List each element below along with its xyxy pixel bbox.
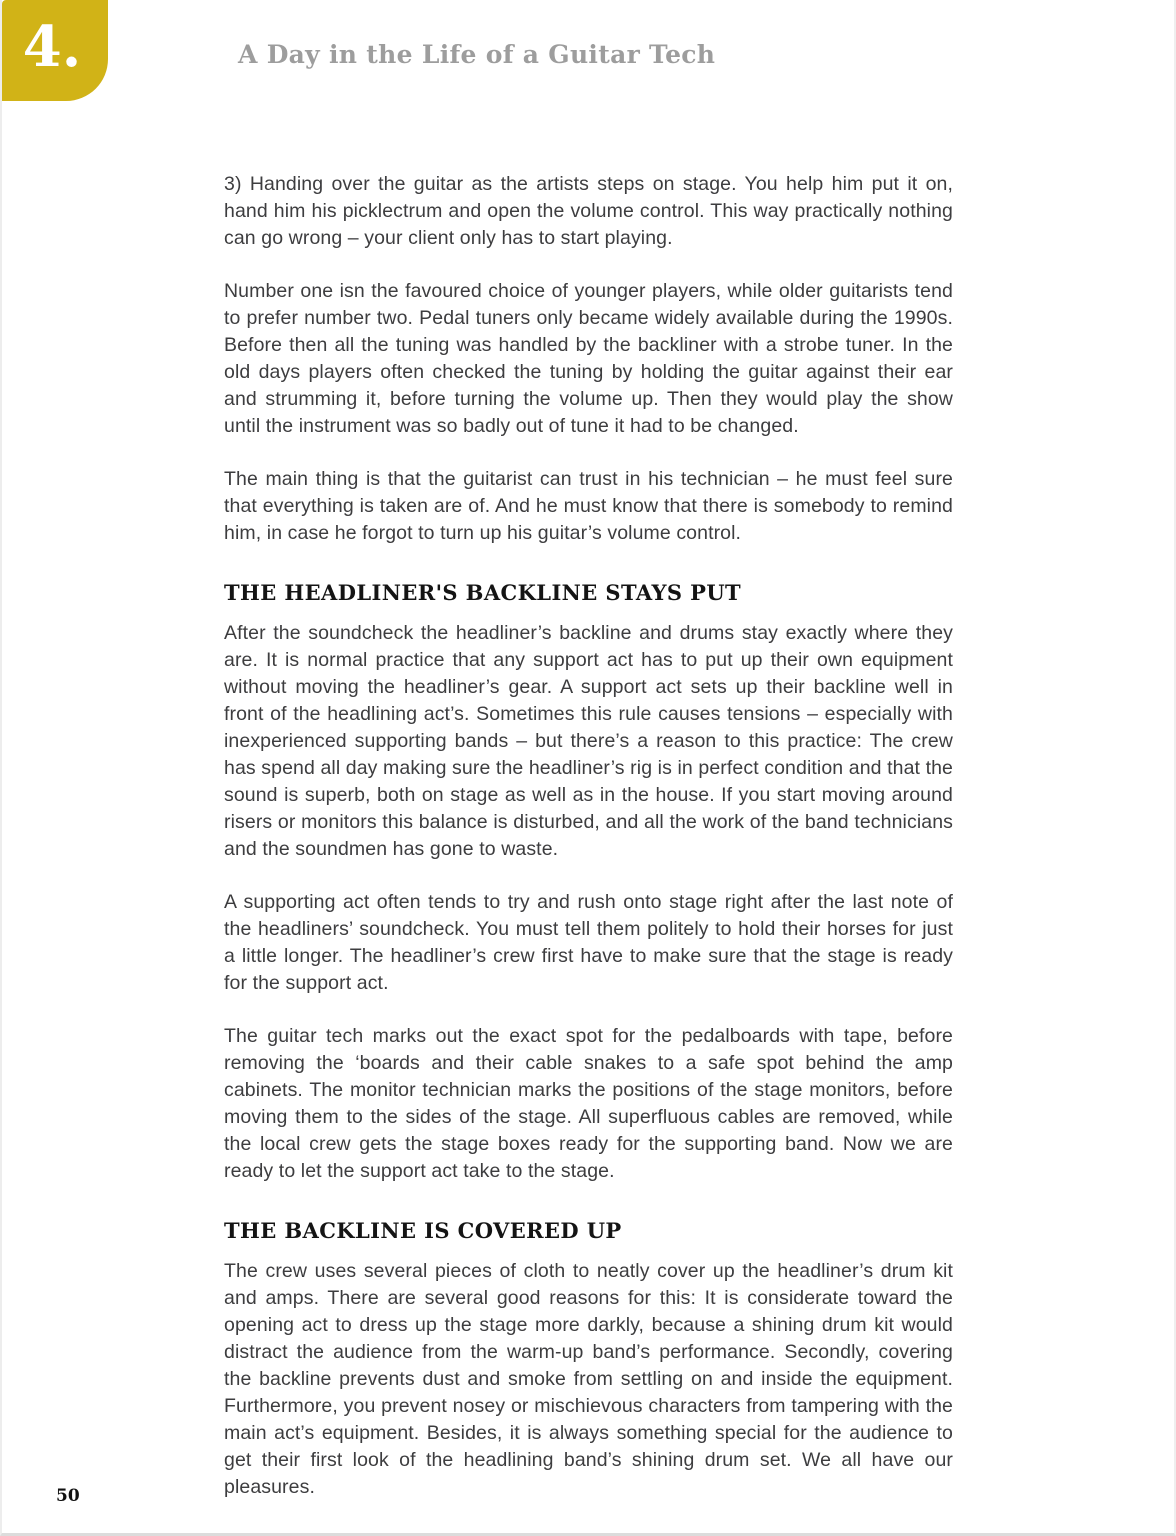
- section1-paragraph-1: After the soundcheck the headliner’s backline and drums stay exactly where they are. It is normal practice that any support act has to put up their own equipment without moving the headliner’s gear. A support act sets up their backline well in front of the headlining act’s. Sometimes this rule causes tensions – especially with inexperienced supporting bands – but there’s a reason to this practice: The crew has spend all day making sure the headliner’s rig is in perfect condition and that the sound is superb, both on stage as well as in the house. If you start moving around risers or monitors this balance is disturbed, and all the work of the band technicians and the soundmen has gone to waste.: [224, 622, 953, 860]
- body-text-column: [224, 171, 953, 1527]
- intro-paragraph-1: 3) Handing over the guitar as the artists steps on stage. You help him put it on, hand him his picklectrum and open the volume control. This way practically nothing can go wrong – your client only has to start playing.: [224, 173, 953, 249]
- section2-paragraph-1: The crew uses several pieces of cloth to neatly cover up the headliner’s drum kit and amps. There are several good reasons for this: It is considerate toward the opening act to dress up the stage more darkly, because a shining drum kit would distract the audience from the warm-up band’s performance. Secondly, covering the backline prevents dust and smoke from settling on and inside the equipment. Furthermore, you prevent nosey or mischievous characters from tampering with the main act’s equipment. Besides, it is always something special for the audience to get their first look of the headlining band’s shining drum set. We all have our pleasures.: [224, 1260, 953, 1498]
- section1-paragraph-2: A supporting act often tends to try and rush onto stage right after the last note of the headliners’ soundcheck. You must tell them politely to hold their horses for just a little longer. The headliner’s crew first have to make sure that the stage is ready for the support act.: [224, 891, 953, 994]
- section1-paragraph-3: The guitar tech marks out the exact spot for the pedalboards with tape, before removing the ‘boards and their cable snakes to a safe spot behind the amp cabinets. The monitor technician marks the positions of the stage monitors, before moving them to the sides of the stage. All superfluous cables are removed, while the local crew gets the stage boxes ready for the supporting band. Now we are ready to let the support act take to the stage.: [224, 1025, 953, 1182]
- section-heading-backline-covered-up: THE BACKLINE IS COVERED UP: [224, 1218, 622, 1243]
- chapter-running-title: A Day in the Life of a Guitar Tech: [238, 40, 716, 69]
- intro-paragraph-3: The main thing is that the guitarist can trust in his technician – he must feel sure that everything is taken are of. And he must know that there is somebody to remind him, in case he forgot to turn up his guitar’s volume control.: [224, 468, 953, 544]
- page-number: 50: [56, 1486, 80, 1506]
- chapter-number: 4.: [22, 13, 82, 80]
- chapter-number-badge: [2, 0, 108, 101]
- section-heading-backline-stays-put: THE HEADLINER'S BACKLINE STAYS PUT: [224, 580, 742, 605]
- intro-paragraph-2: Number one isn the favoured choice of younger players, while older guitarists tend to prefer number two. Pedal tuners only became widely available during the 1990s. Before then all the tuning was handled by the backliner with a strobe tuner. In the old days players often checked the tuning by holding the guitar against their ear and strumming it, before turning the volume up. Then they would play the show until the instrument was so badly out of tune it had to be changed.: [224, 280, 953, 437]
